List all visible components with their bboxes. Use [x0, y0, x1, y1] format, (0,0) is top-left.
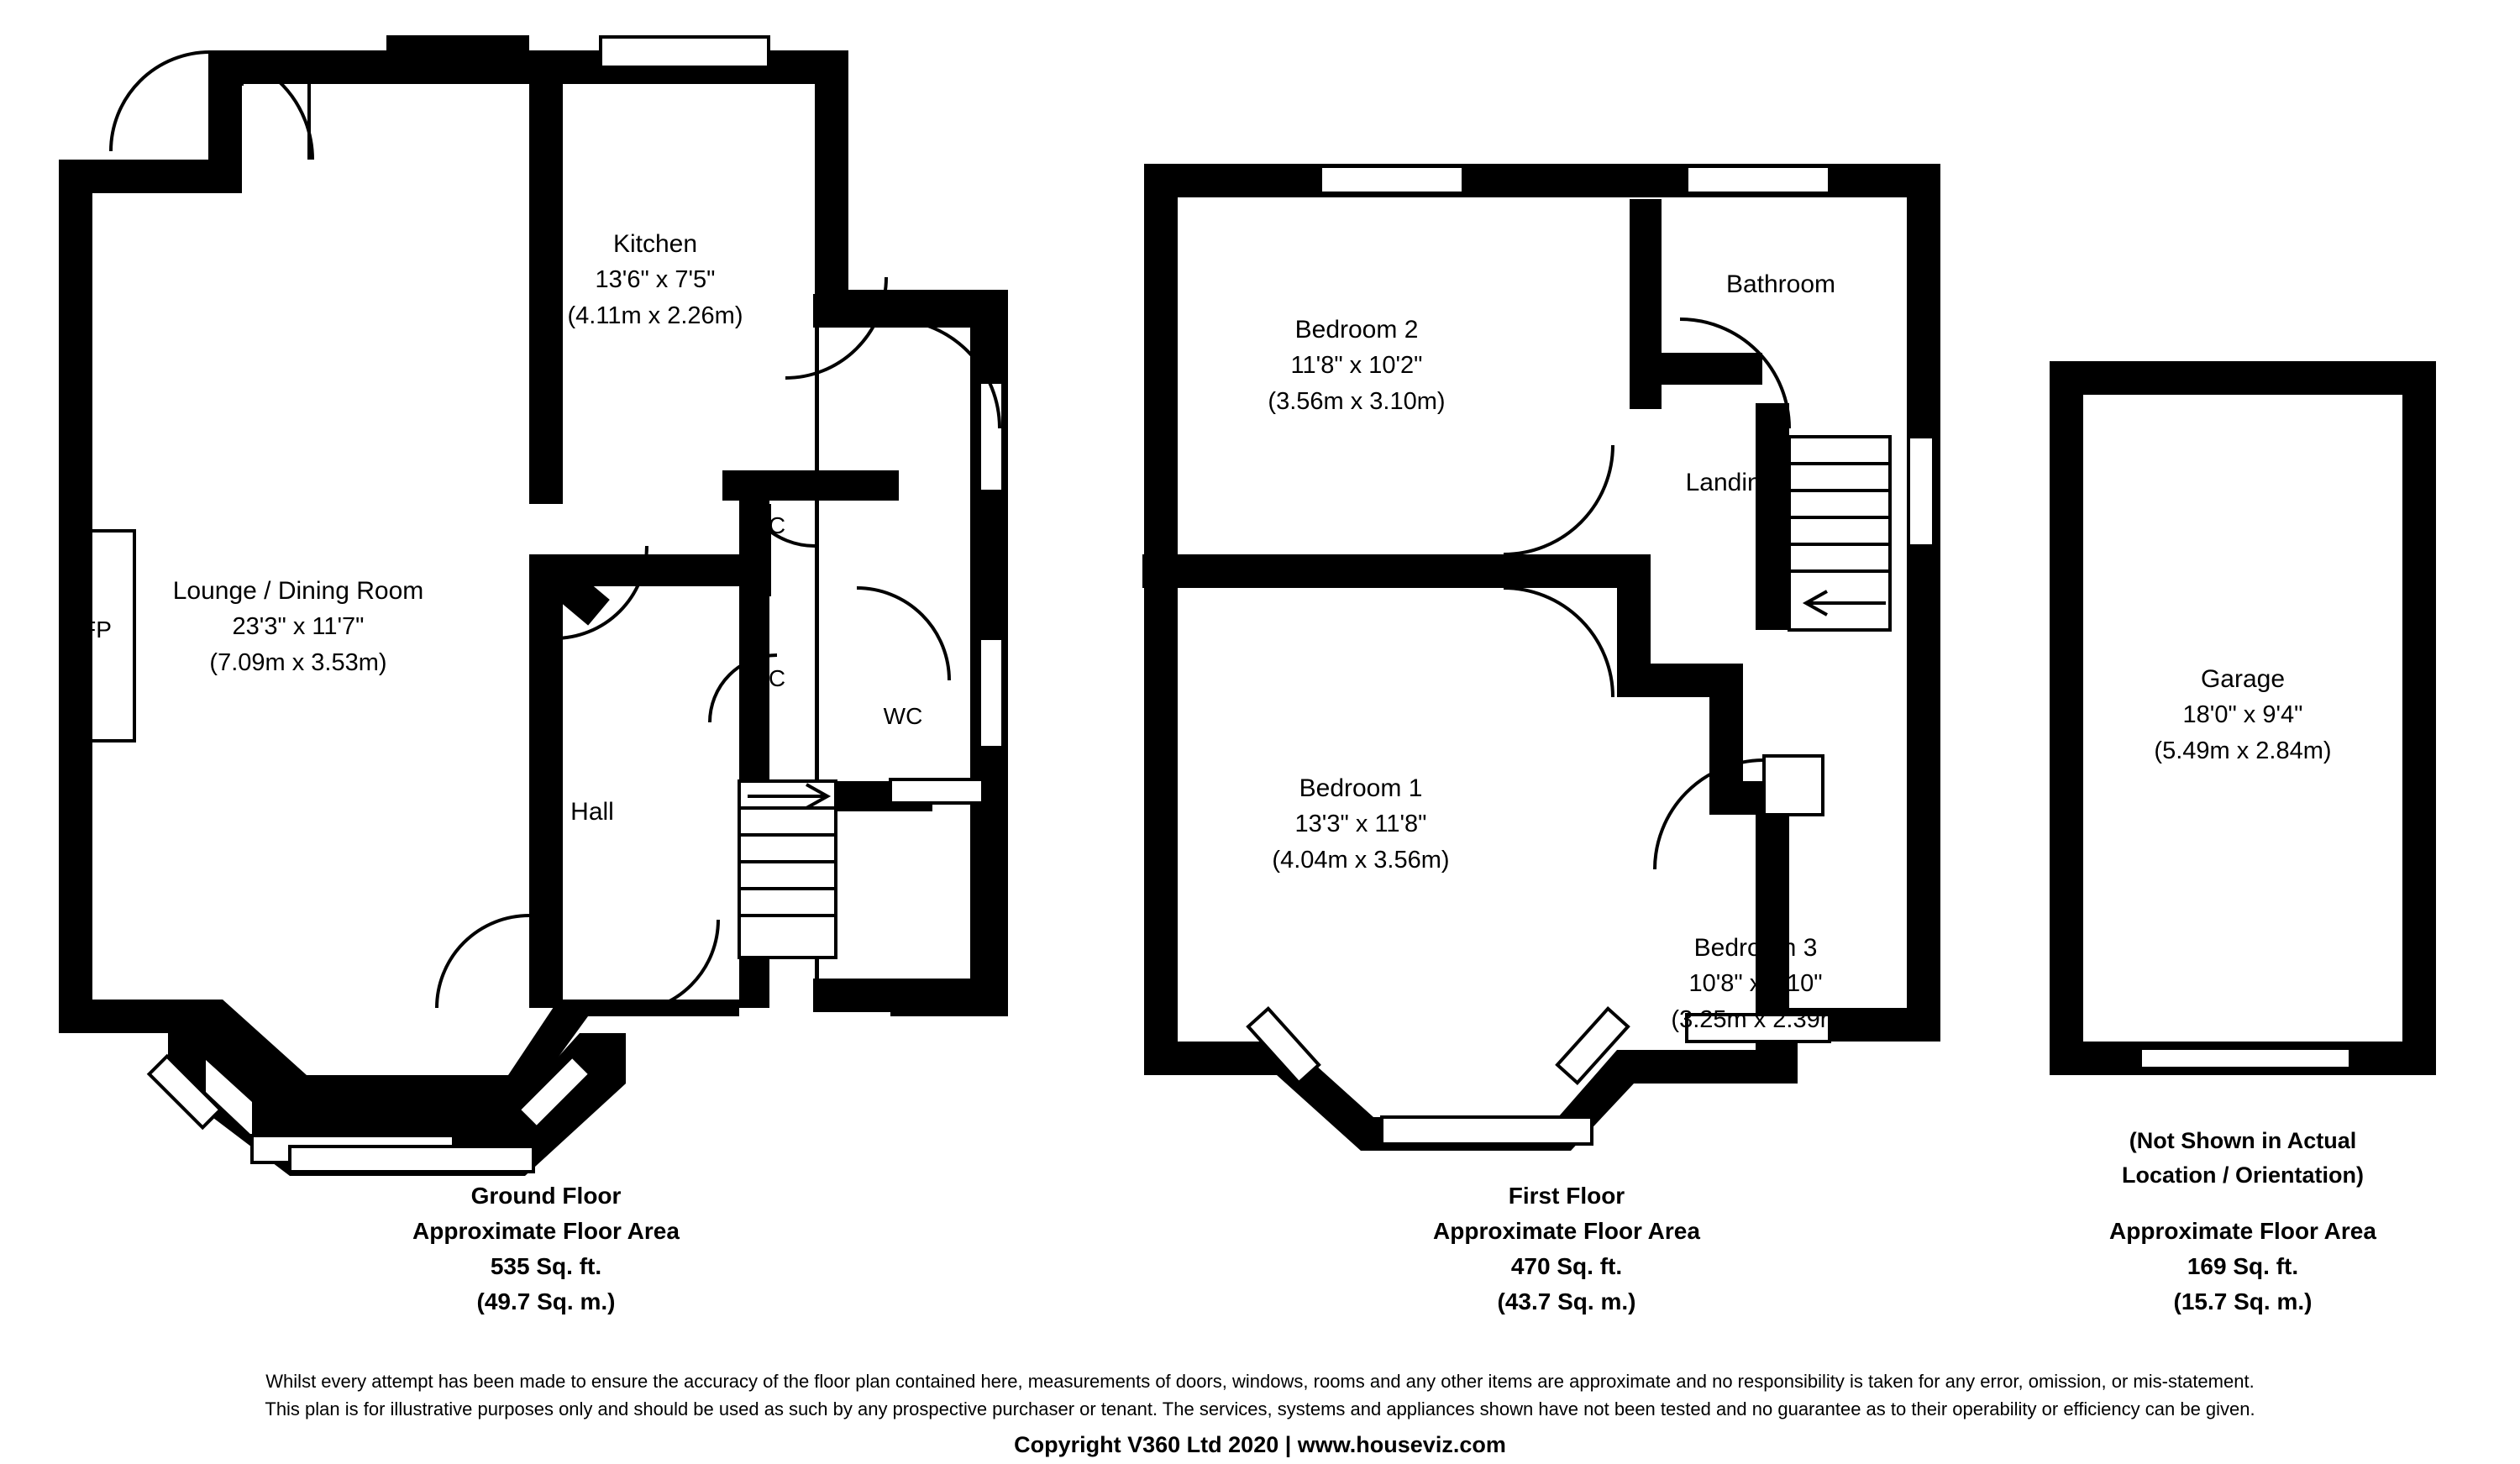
room-dim-lounge-m: (7.09m x 3.53m): [209, 649, 387, 676]
room-label-lounge-dining: Lounge / Dining Room: [172, 577, 424, 605]
room-dim-bedroom1-m: (4.04m x 3.56m): [1272, 847, 1450, 874]
ground-floor-area-sqft: 535 Sq. ft.: [490, 1253, 602, 1279]
garage-caption-sub: Approximate Floor Area: [2109, 1218, 2376, 1244]
room-dim-garage-ft: 18'0" x 9'4": [2182, 701, 2303, 728]
first-floor-area-sqft: 470 Sq. ft.: [1510, 1253, 1623, 1279]
ground-floor-area-sqm: (49.7 Sq. m.): [476, 1288, 616, 1314]
room-label-bedroom-3: Bedroom 3: [1693, 934, 1818, 962]
room-dim-bedroom2-ft: 11'8" x 10'2": [1290, 352, 1423, 379]
first-floor-plan: [1142, 164, 1940, 1151]
room-label-bedroom-2: Bedroom 2: [1294, 316, 1419, 344]
room-dim-bedroom2-m: (3.56m x 3.10m): [1268, 388, 1446, 415]
ground-floor-caption-title: Ground Floor: [470, 1183, 622, 1209]
room-label-garage: Garage: [2200, 665, 2286, 693]
room-dim-kitchen-m: (4.11m x 2.26m): [567, 302, 743, 329]
tag-cupboard-2: C: [768, 665, 786, 691]
room-label-hall: Hall: [570, 798, 614, 826]
room-dim-kitchen-ft: 13'6" x 7'5": [595, 266, 716, 293]
garage-note-line1: (Not Shown in Actual: [2129, 1128, 2357, 1153]
tag-cupboard-1: C: [768, 512, 786, 538]
room-dim-bedroom3-m: (3.25m x 2.39m): [1671, 1006, 1849, 1033]
room-label-bedroom-1: Bedroom 1: [1299, 774, 1423, 802]
first-floor-caption-sub: Approximate Floor Area: [1433, 1218, 1700, 1244]
room-dim-bedroom3-ft: 10'8" x 7'10": [1688, 970, 1823, 997]
disclaimer-line-2: This plan is for illustrative purposes only and should be used as such by any prospective purchaser or tenant. The services, systems and appliances shown have not been tested and no guarantee as to their operability or efficiency can be given.: [265, 1398, 2255, 1419]
copyright-line: Copyright V360 Ltd 2020 | www.houseviz.com: [1014, 1432, 1506, 1457]
garage-area-sqft: 169 Sq. ft.: [2187, 1253, 2299, 1279]
garage-note-line2: Location / Orientation): [2122, 1162, 2364, 1188]
room-dim-lounge-ft: 23'3" x 11'7": [232, 613, 365, 640]
first-floor-caption-title: First Floor: [1508, 1183, 1625, 1209]
room-label-bathroom: Bathroom: [1725, 270, 1836, 298]
room-label-wc: WC: [883, 703, 923, 729]
room-label-kitchen: Kitchen: [612, 230, 698, 258]
tag-fireplace: FP: [81, 617, 112, 643]
ground-floor-caption-sub: Approximate Floor Area: [412, 1218, 680, 1244]
room-dim-bedroom1-ft: 13'3" x 11'8": [1294, 811, 1427, 837]
room-dim-garage-m: (5.49m x 2.84m): [2154, 737, 2332, 764]
room-label-landing: Landing: [1685, 469, 1776, 496]
disclaimer-line-1: Whilst every attempt has been made to ensure the accuracy of the floor plan contained here, measurements of doors, windows, rooms and any other items are approximate and no responsibility is taken for any error, omission, or mis-statement.: [265, 1371, 2255, 1392]
garage-area-sqm: (15.7 Sq. m.): [2173, 1288, 2313, 1314]
first-floor-area-sqm: (43.7 Sq. m.): [1497, 1288, 1636, 1314]
